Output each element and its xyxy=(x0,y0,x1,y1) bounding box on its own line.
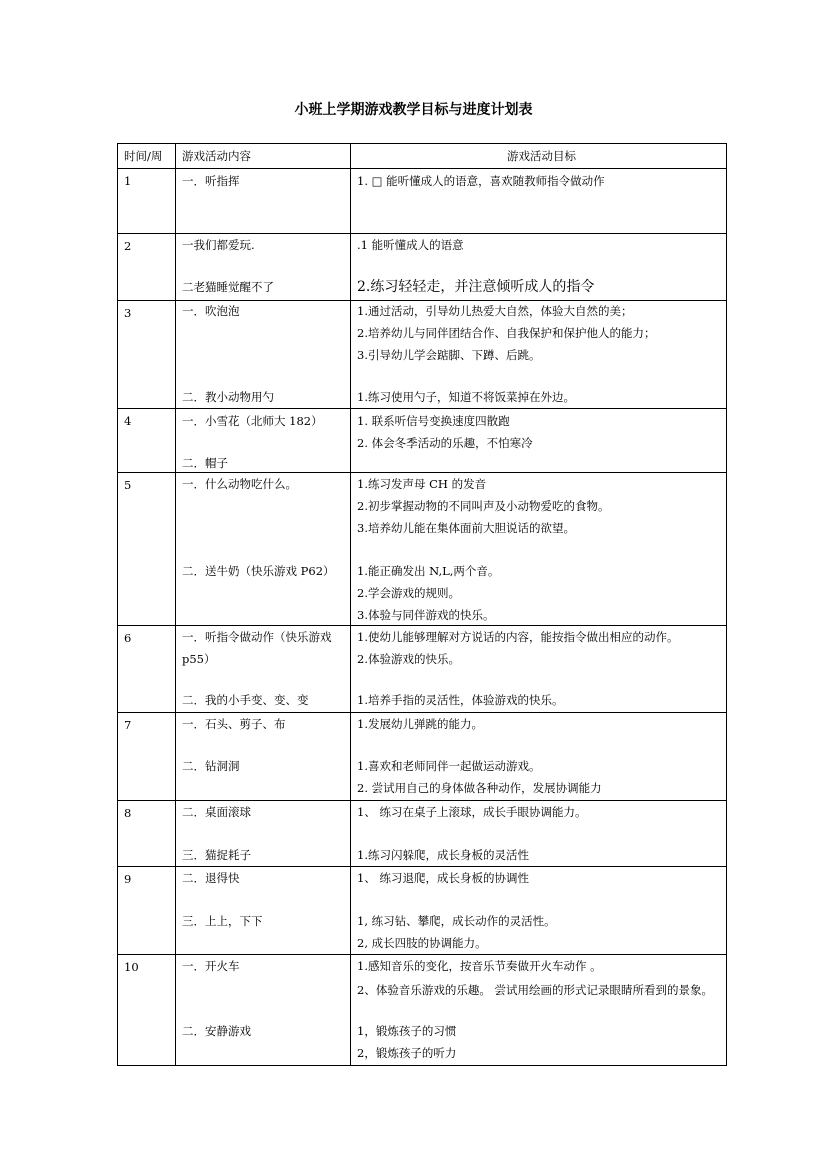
table-header-row xyxy=(118,144,727,169)
goal-line: 2.学会游戏的规则。 xyxy=(357,586,460,600)
content-cell xyxy=(176,626,351,713)
content-cell xyxy=(176,301,351,409)
goal-line: 2.初步掌握动物的不同叫声及小动物爱吃的食物。 xyxy=(357,499,610,513)
table-row xyxy=(118,713,727,801)
goal-line: 1、 练习退爬，成长身板的协调性 xyxy=(357,871,529,885)
table-row xyxy=(118,409,727,473)
goal-line: 1.练习使用勺子，知道不将饭菜掉在外边。 xyxy=(357,390,575,404)
goals-cell xyxy=(351,867,727,955)
goal-line: 1. 联系听信号变换速度四散跑 xyxy=(357,414,510,428)
table-row xyxy=(118,169,727,234)
content-line: 二．送牛奶（快乐游戏 P62） xyxy=(182,564,335,578)
content-line: 二．帽子 xyxy=(182,456,228,470)
table-row xyxy=(118,234,727,301)
goal-line: 2, 成长四肢的协调能力。 xyxy=(357,936,487,950)
content-cell xyxy=(176,409,351,473)
page-title: 小班上学期游戏教学目标与进度计划表 xyxy=(294,102,533,118)
goal-line: 3.培养幼儿能在集体面前大胆说话的欲望。 xyxy=(357,521,575,535)
content-cell xyxy=(176,867,351,955)
goals-cell xyxy=(351,473,727,626)
content-line: 二．教小动物用勺 xyxy=(182,390,274,404)
goal-line: 1. □ 能听懂成人的语意，喜欢随教师指令做动作 xyxy=(357,174,605,188)
table-row xyxy=(118,473,727,626)
week-cell: 3 xyxy=(118,301,176,409)
content-line: p55） xyxy=(182,652,216,666)
content-line: 一我们都爱玩. xyxy=(182,238,255,252)
content-line: 二．桌面滚球 xyxy=(182,805,251,819)
goals-cell xyxy=(351,801,727,867)
week-cell: 10 xyxy=(118,955,176,1066)
goal-line: 2.培养幼儿与同伴团结合作、自我保护和保护他人的能力； xyxy=(357,326,656,340)
goal-line: 3.体验与同伴游戏的快乐。 xyxy=(357,608,495,622)
table-row xyxy=(118,955,727,1066)
content-cell xyxy=(176,713,351,801)
goal-line: 2.体验游戏的快乐。 xyxy=(357,652,460,666)
content-line: 一．听指令做动作（快乐游戏 xyxy=(182,630,332,644)
goal-line: 1.培养手指的灵活性，体验游戏的快乐。 xyxy=(357,693,564,707)
content-line: 一．听指挥 xyxy=(182,174,240,188)
goal-line: 2. 尝试用自己的身体做各种动作，发展协调能力 xyxy=(357,781,602,795)
goal-line: 1，锻炼孩子的习惯 xyxy=(357,1024,457,1038)
goal-line: 1.通过活动，引导幼儿热爱大自然，体验大自然的美； xyxy=(357,304,633,318)
week-cell: 7 xyxy=(118,713,176,801)
content-line: 二老猫睡觉醒不了 xyxy=(182,280,274,294)
content-line: 二．退得快 xyxy=(182,871,240,885)
goal-line: 1.使幼儿能够理解对方说话的内容，能按指令做出相应的动作。 xyxy=(357,630,679,644)
content-cell xyxy=(176,955,351,1066)
week-cell: 5 xyxy=(118,473,176,626)
week-cell: 4 xyxy=(118,409,176,473)
content-cell xyxy=(176,169,351,234)
table-row xyxy=(118,626,727,713)
header-week: 时间/周 xyxy=(118,144,176,169)
goals-cell xyxy=(351,955,727,1066)
content-line: 一．什么动物吃什么。 xyxy=(182,477,297,491)
table-row xyxy=(118,301,727,409)
content-line: 一．石头、剪子、布 xyxy=(182,717,286,731)
content-cell xyxy=(176,234,351,301)
content-line: 一．开火车 xyxy=(182,959,240,973)
goal-line: 2、体验音乐游戏的乐趣。 尝试用绘画的形式记录眼睛所看到的景象。 xyxy=(357,983,713,997)
content-line: 二．安静游戏 xyxy=(182,1024,251,1038)
schedule-table xyxy=(117,143,727,1066)
header-content: 游戏活动内容 xyxy=(176,144,351,169)
header-goals: 游戏活动目标 xyxy=(351,144,727,169)
goals-cell xyxy=(351,301,727,409)
content-cell xyxy=(176,801,351,867)
week-cell: 2 xyxy=(118,234,176,301)
goal-line: .1 能听懂成人的语意 xyxy=(357,238,464,252)
goal-line: 1.练习发声母 CH 的发音 xyxy=(357,477,487,491)
goal-line: 2.练习轻轻走，并注意倾听成人的指令 xyxy=(357,279,595,295)
goal-line: 2. 体会冬季活动的乐趣，不怕寒冷 xyxy=(357,436,533,450)
week-cell: 6 xyxy=(118,626,176,713)
goal-line: 1.能正确发出 N,L,两个音。 xyxy=(357,564,500,578)
goal-line: 1.感知音乐的变化，按音乐节奏做开火车动作 。 xyxy=(357,959,602,973)
goal-line: 1.发展幼儿弹跳的能力。 xyxy=(357,717,483,731)
week-cell: 1 xyxy=(118,169,176,234)
table-row xyxy=(118,867,727,955)
content-line: 一．小雪花（北师大 182） xyxy=(182,414,323,428)
content-line: 三．上上，下下 xyxy=(182,914,263,928)
content-line: 二．钻洞洞 xyxy=(182,759,240,773)
content-line: 三．猫捉耗子 xyxy=(182,848,251,862)
table-row xyxy=(118,801,727,867)
goal-line: 1.喜欢和老师同伴一起做运动游戏。 xyxy=(357,759,541,773)
goals-cell xyxy=(351,626,727,713)
week-cell: 8 xyxy=(118,801,176,867)
goal-line: 2，锻炼孩子的听力 xyxy=(357,1046,457,1060)
week-cell: 9 xyxy=(118,867,176,955)
goal-line: 1、 练习在桌子上滚球，成长手眼协调能力。 xyxy=(357,805,587,819)
goal-line: 1.练习闪躲爬，成长身板的灵活性 xyxy=(357,848,529,862)
content-cell xyxy=(176,473,351,626)
goal-line: 3.引导幼儿学会踮脚、下蹲、后跳。 xyxy=(357,348,541,362)
goals-cell xyxy=(351,169,727,234)
goals-cell xyxy=(351,234,727,301)
content-line: 二．我的小手变、变、变 xyxy=(182,693,309,707)
content-line: 一．吹泡泡 xyxy=(182,304,240,318)
goal-line: 1, 练习钻、攀爬，成长动作的灵活性。 xyxy=(357,914,556,928)
goals-cell xyxy=(351,713,727,801)
goals-cell xyxy=(351,409,727,473)
